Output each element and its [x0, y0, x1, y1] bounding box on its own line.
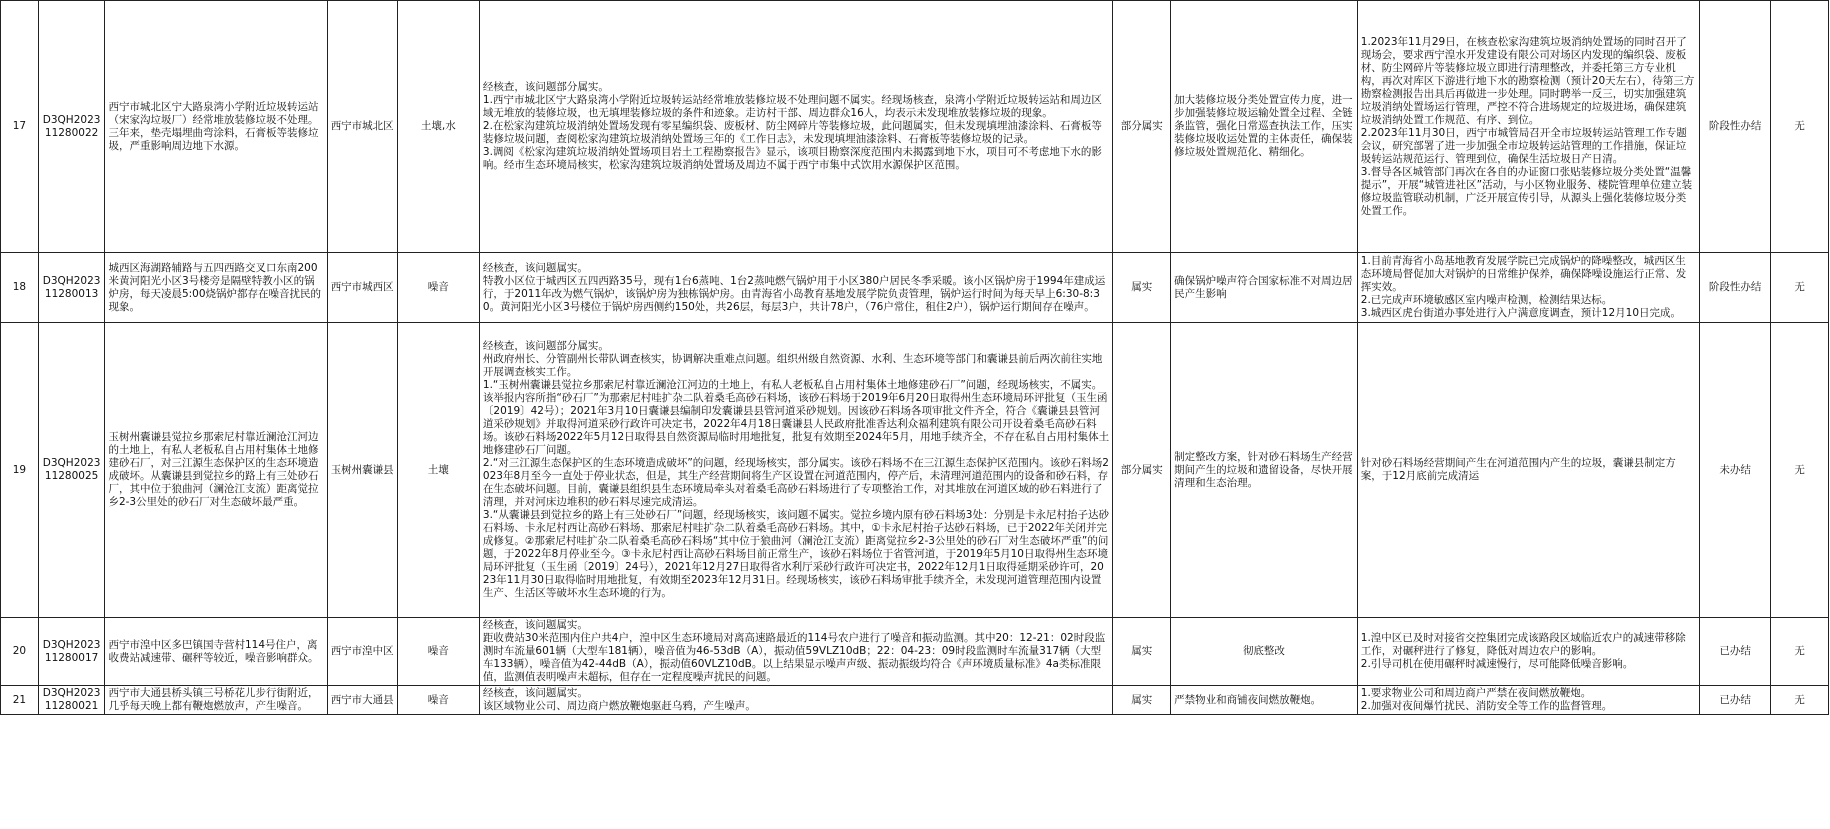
location-cell: 西宁市湟中区 [327, 618, 397, 686]
table-row [1, 686, 1829, 715]
progress-paragraph: 2.2023年11月30日，西宁市城管局召开全市垃圾转运站管理工作专题会议，研究部署了进一步加强全市垃圾转运站管理的工作措施，保证垃圾转运站规范运行、管理到位，确保生活垃圾日产日清。 [1360, 126, 1687, 165]
verification-paragraph: 州政府州长、分管副州长带队调查核实，协调解决重难点问题。组织州级自然资源、水利、生态环境等部门和囊谦县前后两次前往实地开展调查核实工作。 [482, 353, 1103, 378]
verification-paragraph: 经核查，该问题部分属实。 [482, 340, 609, 352]
conclusion-cell: 属实 [1113, 686, 1171, 715]
table-row [1, 323, 1829, 618]
accountability-cell: 无 [1771, 686, 1829, 715]
rectification-progress [1357, 1, 1699, 253]
verification-paragraph: 2.在松家沟建筑垃圾消纳处置场发现有零星编织袋、废板材、防尘网碎片等装修垃圾，此问题属实，但未发现填埋油漆涂料、石膏板等装修垃圾问题，查阅松家沟建筑垃圾消纳处置场三年的《工作日志》，未发现填埋油漆涂料、石膏板等装修垃圾的记录。 [482, 120, 1102, 145]
verification-paragraph: 特教小区位于城西区五四西路35号，现有1台6蒸吨、1台2蒸吨燃气锅炉用于小区380户居民冬季采暖。该小区锅炉房于1994年建成运行，于2011年改为燃气锅炉，该锅炉房为独栋锅炉房。由青海省小岛教育基地发展学院负责管理，锅炉运行时间为每天早上6:30-8:30。黄河阳光小区3号楼位于锅炉房西侧约150处，共26层，每层3户，共计78户，（76户常住，租住2户），锅炉运行期间存在噪声。 [482, 274, 1106, 313]
progress-paragraph: 1.目前青海省小岛基地教育发展学院已完成锅炉的降噪整改，城西区生态环境局督促加大对锅炉的日常维护保养，确保降噪设施运行正常、发挥实效。 [1360, 255, 1687, 293]
verification-paragraph: 经核查，该问题属实。 [482, 619, 588, 631]
progress-paragraph: 3.督导各区城管部门再次在各自的办证窗口张贴装修垃圾分类处置“温馨提示”，开展“城管进社区”活动，与小区物业服务、楼院管理单位建立装修垃圾监管联动机制，广泛开展宣传引导，从源头上强化装修垃圾分类处置工作。 [1360, 165, 1693, 217]
accountability-cell: 无 [1771, 1, 1829, 253]
table-row [1, 618, 1829, 686]
rectification-measures: 彻底整改 [1171, 618, 1358, 686]
pollution-type: 噪音 [397, 618, 479, 686]
row-number: 21 [1, 686, 39, 715]
table-row [1, 1, 1829, 253]
issue-description: 城西区海湖路辅路与五四西路交叉口东南200米黄河阳光小区3号楼旁是隔壁特教小区的锅炉房，每天凌晨5:00烧锅炉都存在噪音扰民的现象。 [105, 253, 327, 323]
verification-paragraph: 2.“对三江源生态保护区的生态环境造成破坏”的问题，经现场核实，部分属实。该砂石料场不在三江源生态保护区范围内。该砂石料场2023年8月至今一直处于停业状态，但是，其生产经营期间将生产区设置在河道范围内，停产后，未清理河道范围内的设备和砂石料，存在生态破坏问题。目前，囊谦县组织县生态环境局牵头对着桑毛高砂石料场进行了专项整治工作，对其堆放在河道区域的砂石料进行了清理，并对河床边堆积的砂石料尽速完成清运。 [482, 457, 1109, 508]
progress-paragraph: 2.加强对夜间爆竹扰民、消防安全等工作的监督管理。 [1360, 700, 1613, 712]
verification-paragraph: 3.“从囊谦县到觉拉乡的路上有三处砂石厂”问题，经现场核实，该问题不属实。觉拉乡境内原有砂石料场3处：分别是卡永尼村抬子达砂石料场、卡永尼村西让高砂石料场、那索尼村哇扩杂二队着桑毛高砂石料场。其中，①卡永尼村抬子达砂石料场，已于2022年关闭并完成修复。②那索尼村哇扩杂二队着桑毛高砂石料场“其中位于狼曲河（澜沧江支流）距离觉拉乡2-3公里处的砂石厂对生态破坏严重”的问题，于2022年8月停业至今。③卡永尼村西让高砂石料场目前正常生产，该砂石料场位于省管河道，于2019年5月10日取得州生态环境局环评批复（玉生函〔2019〕24号），2021年12月27日取得省水利厅采砂行政许可决定书，2022年12月1日取得延期采砂许可，2023年11月30日取得临时用地批复，有效期至2023年12月31日。经现场核实，该砂石料场审批手续齐全，未发现河道管理范围内设置生产、生活区等破坏水生态环境的行为。 [482, 509, 1109, 599]
accountability-cell: 无 [1771, 618, 1829, 686]
rectification-progress [1357, 686, 1699, 715]
row-number: 17 [1, 1, 39, 253]
status-cell: 阶段性办结 [1700, 1, 1771, 253]
verification-result [479, 1, 1112, 253]
status-cell: 阶段性办结 [1700, 253, 1771, 323]
rectification-measures: 严禁物业和商铺夜间燃放鞭炮。 [1171, 686, 1358, 715]
case-code: D3QH202311280013 [38, 253, 105, 323]
case-code: D3QH202311280021 [38, 686, 105, 715]
progress-paragraph: 1.要求物业公司和周边商户严禁在夜间燃放鞭炮。 [1360, 687, 1592, 699]
verification-result [479, 686, 1112, 715]
row-number: 18 [1, 253, 39, 323]
pollution-type: 土壤,水 [397, 1, 479, 253]
issue-description: 玉树州囊谦县觉拉乡那索尼村靠近澜沧江河边的土地上，有私人老板私自占用村集体土地修建砂石厂，对三江源生态保护区的生态环境造成破坏。从囊谦县到觉拉乡的路上有三处砂石厂，其中位于狼曲河（澜沧江支流）距离觉拉乡2-3公里处的砂石厂对生态破坏最严重。 [105, 323, 327, 618]
conclusion-cell: 属实 [1113, 253, 1171, 323]
rectification-progress [1357, 253, 1699, 323]
progress-paragraph: 1.2023年11月29日，在核查松家沟建筑垃圾消纳处置场的同时召开了现场会，要求西宁湟水开发建设有限公司对场区内发现的编织袋、废板材、防尘网碎片等装修垃圾立即进行清理整改，并委托第三方专业机构，再次对库区下游进行地下水的勘察检测（预计20天左右），待第三方勘察检测报告出具后再做进一步处理。同时聘举一反三，切实加强建筑垃圾消纳处置场运行管理，严控不符合进场规定的垃圾进场，确保建筑垃圾消纳处置工作规范、有序、到位。 [1360, 35, 1695, 126]
pollution-type: 噪音 [397, 253, 479, 323]
verification-paragraph: 经核查，该问题属实。 [482, 261, 588, 274]
rectification-progress [1357, 618, 1699, 686]
progress-paragraph: 2.已完成声环境敏感区室内噪声检测，检测结果达标。 [1360, 294, 1613, 306]
progress-paragraph: 2.引导司机在使用碾秤时减速慢行，尽可能降低噪音影响。 [1360, 658, 1634, 670]
row-number: 19 [1, 323, 39, 618]
progress-paragraph: 针对砂石料场经营期间产生在河道范围内产生的垃圾，囊谦县制定方案，于12月底前完成清运 [1360, 457, 1676, 482]
conclusion-cell: 属实 [1113, 618, 1171, 686]
case-code: D3QH202311280025 [38, 323, 105, 618]
case-code: D3QH202311280022 [38, 1, 105, 253]
verification-paragraph: 1.西宁市城北区宁大路泉湾小学附近垃圾转运站经常堆放装修垃圾不处理问题不属实。经现场核查，泉湾小学附近垃圾转运站和周边区域无堆放的装修垃圾，也无填埋装修垃圾的条件和迹象。走访村干部、周边群众16人，均表示未发现堆放装修垃圾的现象。 [482, 94, 1102, 119]
verification-result [479, 618, 1112, 686]
accountability-cell: 无 [1771, 323, 1829, 618]
verification-paragraph: 经核查，该问题部分属实。 [482, 81, 609, 93]
case-code: D3QH202311280017 [38, 618, 105, 686]
conclusion-cell: 部分属实 [1113, 323, 1171, 618]
accountability-cell: 无 [1771, 253, 1829, 323]
status-cell: 已办结 [1700, 686, 1771, 715]
rectification-measures: 加大装修垃圾分类处置宣传力度，进一步加强装修垃圾运输处置全过程、全链条监管，强化日常巡查执法工作，压实装修垃圾收运处置的主体责任，确保装修垃圾处置规范化、精细化。 [1171, 1, 1358, 253]
verification-result [479, 253, 1112, 323]
table-body [1, 1, 1829, 715]
verification-paragraph: 3.调阅《松家沟建筑垃圾消纳处置场项目岩土工程勘察报告》显示，该项目勘察深度范围内未揭露到地下水，项目可不考虑地下水的影响。经市生态环境局核实，松家沟建筑垃圾消纳处置场及周边不属于西宁市集中式饮用水源保护区范围。 [482, 146, 1102, 171]
verification-paragraph: 距收费站30米范围内住户共4户，湟中区生态环境局对离高速路最近的114号农户进行了噪音和振动监测。其中20：12-21：02时段监测时车流量601辆（大型车181辆），噪音值为46-53dB（A），振动值59VLZ10dB；22：04-23：09时段监测时车流量317辆（大型车133辆），噪音值为42-44dB（A），振动值60VLZ10dB。以上结果显示噪声声级、振动振级均符合《声环境质量标准》4a类标准限值，监测值表明噪声未超标，但存在一定程度噪声扰民的问题。 [482, 632, 1106, 683]
conclusion-cell: 部分属实 [1113, 1, 1171, 253]
location-cell: 西宁市城西区 [327, 253, 397, 323]
verification-paragraph: 经核查，该问题属实。 [482, 687, 588, 699]
location-cell: 玉树州囊谦县 [327, 323, 397, 618]
pollution-type: 噪音 [397, 686, 479, 715]
rectification-measures: 制定整改方案，针对砂石料场生产经营期间产生的垃圾和遗留设备，尽快开展清理和生态治理。 [1171, 323, 1358, 618]
verification-result [479, 323, 1112, 618]
issue-description: 西宁市湟中区多巴镇国寺营村114号住户，离收费站减速带、碾秤等较近，噪音影响群众。 [105, 618, 327, 686]
issue-description: 西宁市大通县桥头镇三号桥花儿步行街附近，几乎每天晚上都有鞭炮燃放声，产生噪音。 [105, 686, 327, 715]
location-cell: 西宁市城北区 [327, 1, 397, 253]
table-row [1, 253, 1829, 323]
progress-paragraph: 1.湟中区已及时对接省交控集团完成该路段区域临近农户的减速带移除工作，对碾秤进行了修复，降低对周边农户的影响。 [1360, 632, 1686, 657]
location-cell: 西宁市大通县 [327, 686, 397, 715]
rectification-progress [1357, 323, 1699, 618]
rectification-measures: 确保锅炉噪声符合国家标准不对周边居民产生影响 [1171, 253, 1358, 323]
progress-paragraph: 3.城西区虎台街道办事处进行入户满意度调查，预计12月10日完成。 [1360, 307, 1682, 319]
row-number: 20 [1, 618, 39, 686]
verification-paragraph: 该区域物业公司、周边商户燃放鞭炮驱赶乌鸦，产生噪声。 [482, 700, 756, 712]
pollution-type: 土壤 [397, 323, 479, 618]
verification-paragraph: 1.“玉树州囊谦县觉拉乡那索尼村靠近澜沧江河边的土地上，有私人老板私自占用村集体土地修建砂石厂”问题，经现场核实，不属实。该举报内容所指“砂石厂”为那索尼村哇扩杂二队着桑毛高砂石料场，该砂石料场于2019年6月20日取得州生态环境局环评批复（玉生函〔2019〕42号）；2021年3月10日囊谦县编制印发囊谦县县管河道采砂规划。因该砂石料场各项审批文件齐全，符合《囊谦县县管河道采砂规划》并取得河道采砂行政许可决定书，2022年4月18日囊谦县人民政府批准香达利众福利建筑有限公司开设着桑毛高砂石料场。该砂石料场2022年5月12日取得县自然资源局临时用地批复，批复有效期至2024年5月，用地手续齐全，不存在私自占用村集体土地修建砂石厂问题。 [482, 379, 1110, 456]
issue-description: 西宁市城北区宁大路泉湾小学附近垃圾转运站（宋家沟垃圾厂）经常堆放装修垃圾不处理。三年来，垫壳塌埋曲弯涂料，石膏板等装修垃圾，严重影响周边地下水源。 [105, 1, 327, 253]
status-cell: 未办结 [1700, 323, 1771, 618]
status-cell: 已办结 [1700, 618, 1771, 686]
